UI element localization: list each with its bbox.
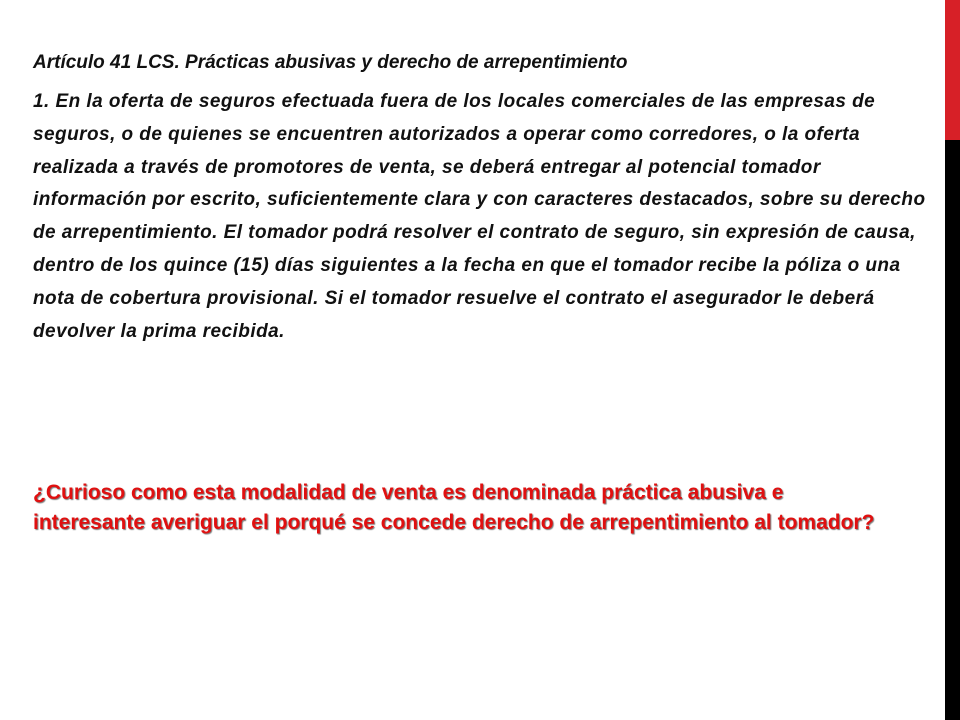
highlighted-question: ¿Curioso como esta modalidad de venta es denominada práctica abusiva e interesante averiguar el porqué se concede derecho de arrepentimiento al tomador? (33, 481, 875, 534)
article-paragraph: 1. En la oferta de seguros efectuada fuera de los locales comerciales de las empresas de seguros, o de quienes se encuentren autorizados a operar como corredores, o la oferta realizada a través de promotores de venta, se deberá entregar al potencial tomador información por escrito, suficientemente clara y con caracteres destacados, sobre su derecho de arrepentimiento. El tomador podrá resolver el contrato de seguro, sin expresión de causa, dentro de los quince (15) días siguientes a la fecha en que el tomador recibe la póliza o una nota de cobertura provisional. Si el tomador resuelve el contrato el asegurador le deberá devolver la prima recibida. (33, 91, 926, 342)
accent-bar-black (945, 140, 960, 720)
article-heading: Artículo 41 LCS. Prácticas abusivas y derecho de arrepentimiento (33, 52, 628, 73)
article-block (33, 50, 938, 348)
accent-bar-red (945, 0, 960, 140)
